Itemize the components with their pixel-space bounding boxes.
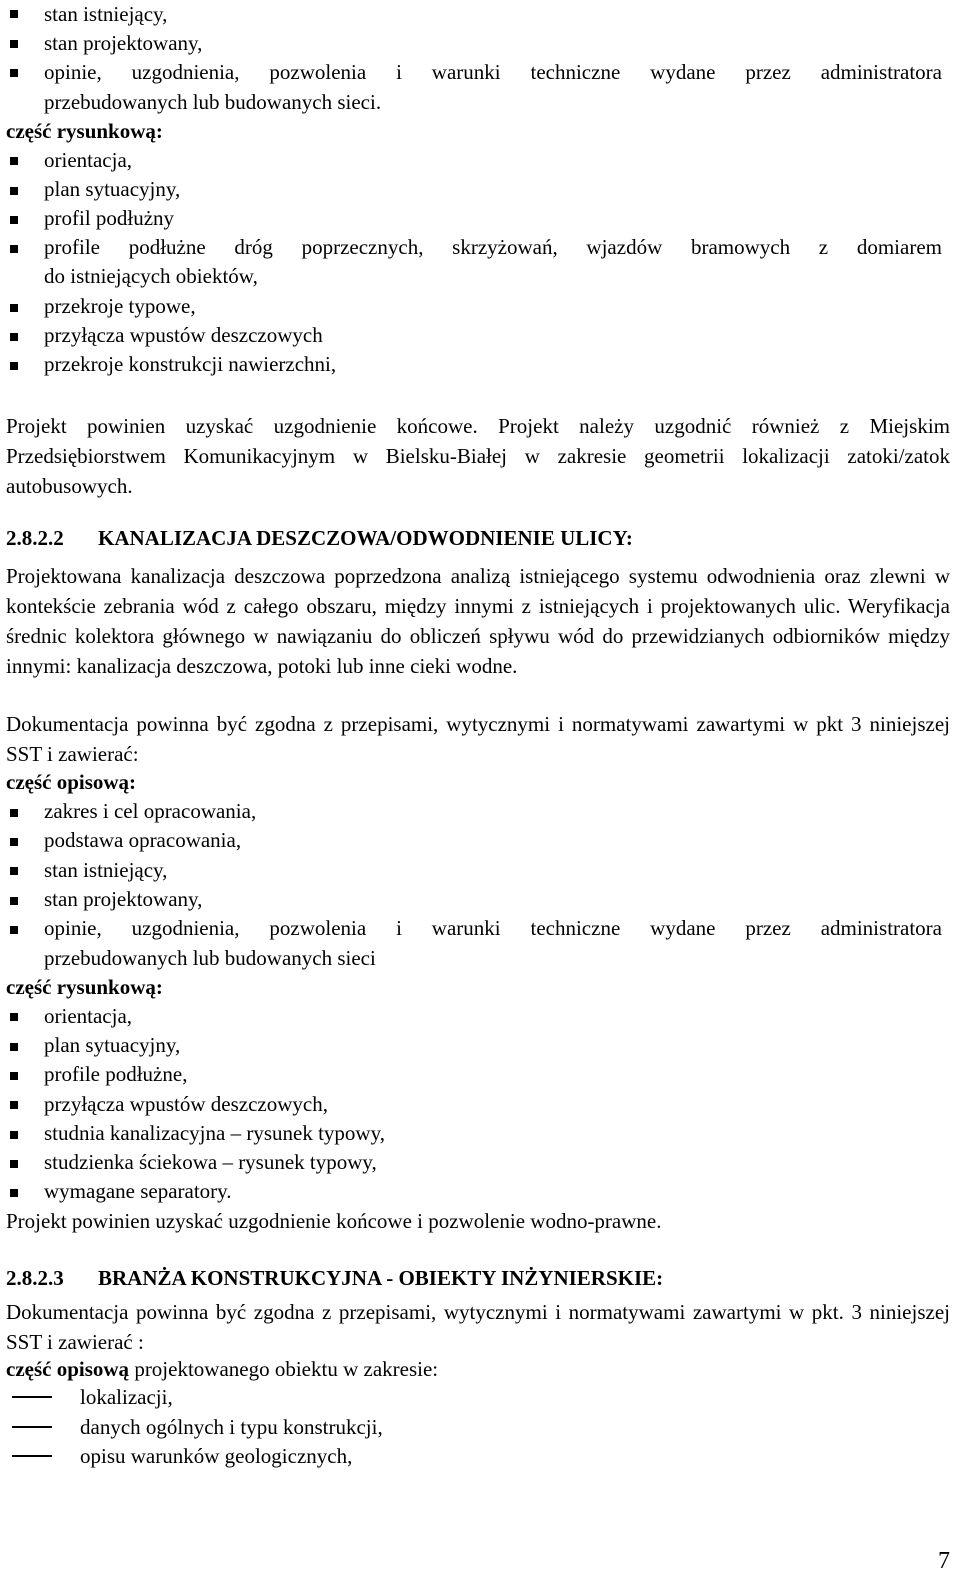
section-label-description: część opisową — [6, 1357, 130, 1381]
bullet-icon — [10, 333, 18, 341]
list-item: profile podłużne dróg poprzecznych, skrzyżowań, wjazdów bramowych z domiarem — [44, 235, 942, 259]
list-item: orientacja, — [44, 148, 133, 172]
list-item: danych ogólnych i typu konstrukcji, — [80, 1415, 383, 1439]
section-label-drawings: część rysunkową: — [6, 119, 163, 143]
page-number: 7 — [938, 1548, 950, 1574]
bullet-icon — [10, 809, 18, 817]
section-label-description: część opisową: — [6, 770, 137, 794]
dash-icon — [12, 1426, 52, 1428]
bullet-icon — [10, 362, 18, 370]
bullet-icon — [10, 1072, 18, 1080]
list-item: plan sytuacyjny, — [44, 177, 181, 201]
section-number: 2.8.2.3 — [6, 1266, 64, 1290]
list-item: przyłącza wpustów deszczowych — [44, 323, 323, 347]
list-item-continuation: przebudowanych lub budowanych sieci. — [44, 90, 382, 114]
list-item: podstawa opracowania, — [44, 828, 242, 852]
list-item: opinie, uzgodnienia, pozwolenia i warunki techniczne wydane przez administratora — [44, 60, 942, 84]
list-item: opinie, uzgodnienia, pozwolenia i warunki techniczne wydane przez administratora — [44, 916, 942, 940]
bullet-icon — [10, 187, 18, 195]
paragraph: Projekt powinien uzyskać uzgodnienie końcowe i pozwolenie wodno-prawne. — [6, 1209, 662, 1233]
bullet-icon — [10, 897, 18, 905]
description-intro-rest: projektowanego obiektu w zakresie: — [129, 1357, 439, 1381]
bullet-icon — [10, 304, 18, 312]
bullet-icon — [10, 216, 18, 224]
bullet-icon — [10, 1013, 18, 1021]
bullet-icon — [10, 1101, 18, 1109]
list-item: lokalizacji, — [80, 1385, 173, 1409]
paragraph: Projekt powinien uzyskać uzgodnienie końcowe. Projekt należy uzgodnić również z Miejskim Przedsiębiorstwem Komunikacyjnym w Bielsku-Białej w zakresie geometrii lokalizacji zatoki/zatok autobusowych. — [6, 414, 950, 498]
list-item: przyłącza wpustów deszczowych, — [44, 1092, 328, 1116]
paragraph: Dokumentacja powinna być zgodna z przepisami, wytycznymi i normatywami zawartymi w pkt 3 niniejszej SST i zawierać: — [6, 712, 950, 766]
dash-icon — [12, 1455, 52, 1457]
bullet-icon — [10, 838, 18, 846]
list-item: stan istniejący, — [44, 858, 168, 882]
bullet-icon — [10, 40, 18, 48]
description-intro — [6, 1355, 438, 1383]
list-item: wymagane separatory. — [44, 1179, 232, 1203]
bullet-icon — [10, 926, 18, 934]
section-number: 2.8.2.2 — [6, 526, 64, 550]
bullet-icon — [10, 1189, 18, 1197]
list-item: stan istniejący, — [44, 2, 168, 26]
bullet-icon — [10, 157, 18, 165]
section-title: KANALIZACJA DESZCZOWA/ODWODNIENIE ULICY: — [98, 526, 633, 550]
dash-icon — [12, 1396, 52, 1398]
list-item: profil podłużny — [44, 206, 175, 230]
list-item-continuation: przebudowanych lub budowanych sieci — [44, 946, 376, 970]
list-item: orientacja, — [44, 1004, 133, 1028]
bullet-icon — [10, 245, 18, 253]
list-item: studzienka ściekowa – rysunek typowy, — [44, 1150, 377, 1174]
list-item: opisu warunków geologicznych, — [80, 1444, 353, 1468]
list-item-continuation: do istniejących obiektów, — [44, 264, 258, 288]
list-item: przekroje konstrukcji nawierzchni, — [44, 352, 337, 376]
section-title: BRANŻA KONSTRUKCYJNA - OBIEKTY INŻYNIERSKIE: — [98, 1266, 664, 1290]
bullet-icon — [10, 1131, 18, 1139]
bullet-icon — [10, 69, 18, 77]
section-label-drawings: część rysunkową: — [6, 975, 163, 999]
list-item: studnia kanalizacyjna – rysunek typowy, — [44, 1121, 385, 1145]
list-item: zakres i cel opracowania, — [44, 799, 257, 823]
list-item: przekroje typowe, — [44, 294, 196, 318]
bullet-icon — [10, 867, 18, 875]
paragraph: Projektowana kanalizacja deszczowa poprzedzona analizą istniejącego systemu odwodnienia oraz zlewni w kontekście zebrania wód z całego obszaru, między innymi z istniejących i projektowanych ulic. Weryfikacja średnic kolektora głównego w nawiązaniu do obliczeń spływu wód do przewidzianych odbiorników między innymi: kanalizacja deszczowa, potoki lub inne cieki wodne. — [6, 564, 950, 678]
list-item: profile podłużne, — [44, 1062, 188, 1086]
list-item: stan projektowany, — [44, 31, 203, 55]
bullet-icon — [10, 10, 18, 18]
bullet-icon — [10, 1043, 18, 1051]
list-item: plan sytuacyjny, — [44, 1033, 181, 1057]
paragraph: Dokumentacja powinna być zgodna z przepisami, wytycznymi i normatywami zawartymi w pkt. 3 niniejszej SST i zawierać : — [6, 1300, 950, 1354]
bullet-icon — [10, 1160, 18, 1168]
list-item: stan projektowany, — [44, 887, 203, 911]
